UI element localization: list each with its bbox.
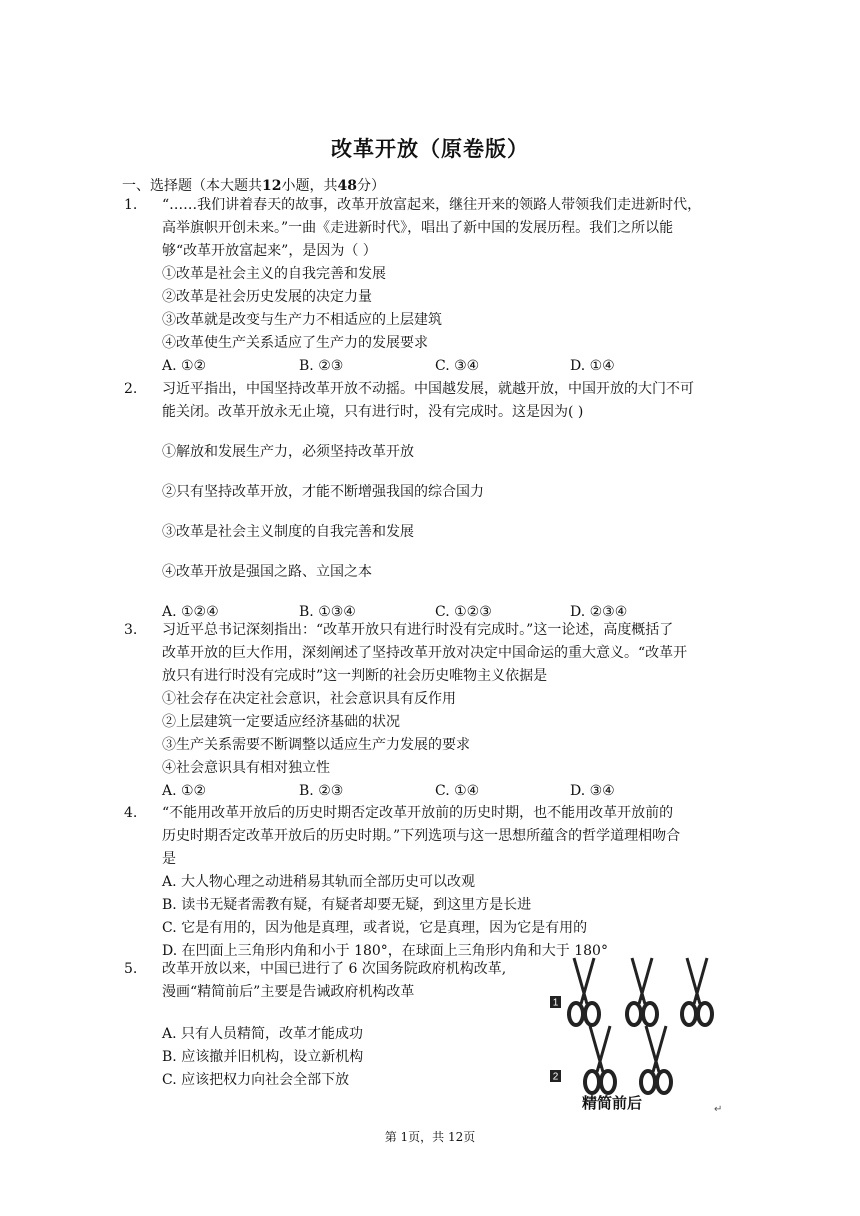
scissors-icon bbox=[641, 1026, 671, 1093]
option-d: D. ①④ bbox=[570, 358, 615, 374]
page-footer: 第 1页，共 12页 bbox=[384, 1130, 476, 1144]
question-number: 3. bbox=[124, 622, 138, 638]
question-number: 1. bbox=[124, 197, 138, 213]
question-stem: 习近平总书记深刻指出：“改革开放只有进行时没有完成时。”这一论述，高度概括了 bbox=[162, 622, 674, 638]
question-stem: “不能用改革开放后的历史时期否定改革开放前的历史时期，也不能用改革开放前的 bbox=[162, 805, 674, 821]
option-a: A. ①② bbox=[162, 783, 207, 799]
statement-item: ③生产关系需要不断调整以适应生产力发展的要求 bbox=[162, 737, 470, 753]
option-c: C. ③④ bbox=[435, 358, 480, 374]
question-4 bbox=[124, 802, 744, 963]
question-1 bbox=[124, 194, 744, 378]
question-stem: 改革开放以来，中国已进行了 6 次国务院政府机构改革, bbox=[162, 961, 507, 977]
option-b: B. 读书无疑者需教有疑，有疑者却要无疑，到这里方是长进 bbox=[162, 897, 532, 913]
statement-item: ②只有坚持改革开放，才能不断增强我国的综合国力 bbox=[162, 484, 484, 500]
option-a: A. ①② bbox=[162, 358, 207, 374]
question-stem: 历史时期否定改革开放后的历史时期。”下列选项与这一思想所蕴含的哲学道理相吻合 bbox=[162, 828, 681, 844]
section-score: 48 bbox=[337, 178, 357, 194]
statement-item: ②改革是社会历史发展的决定力量 bbox=[162, 289, 372, 305]
option-a: A. 大人物心理之动进稍易其轨而全部历史可以改观 bbox=[162, 874, 476, 890]
statement-item: ②上层建筑一定要适应经济基础的状况 bbox=[162, 714, 400, 730]
question-stem: 改革开放的巨大作用，深刻阐述了坚持改革开放对决定中国命运的重大意义。“改革开 bbox=[162, 645, 688, 661]
option-b: B. ②③ bbox=[299, 358, 344, 374]
statement-item: ③改革是社会主义制度的自我完善和发展 bbox=[162, 524, 414, 540]
option-b: B. 应该撤并旧机构，设立新机构 bbox=[162, 1049, 364, 1065]
scissors-icon bbox=[585, 1026, 615, 1093]
question-3 bbox=[124, 619, 744, 803]
section-prefix: 一、选择题（本大题共 bbox=[122, 178, 262, 194]
question-5 bbox=[124, 958, 524, 1092]
option-c: C. 它是有用的，因为他是真理，或者说，它是真理，因为它是有用的 bbox=[162, 920, 588, 936]
return-mark: ↵ bbox=[714, 1104, 723, 1115]
statement-item: ③改革就是改变与生产力不相适应的上层建筑 bbox=[162, 312, 442, 328]
statement-item: ①解放和发展生产力，必须坚持改革开放 bbox=[162, 444, 414, 460]
section-heading bbox=[122, 175, 385, 195]
question-stem: 习近平指出，中国坚持改革开放不动摇。中国越发展，就越开放，中国开放的大门不可 bbox=[162, 381, 694, 397]
scissors-icon bbox=[682, 958, 712, 1025]
cartoon-figure bbox=[544, 952, 744, 1117]
row-1-label: 1 bbox=[552, 997, 559, 1009]
question-stem: 是 bbox=[162, 851, 176, 867]
statement-item: ①社会存在决定社会意识，社会意识具有反作用 bbox=[162, 691, 456, 707]
option-c: C. ①④ bbox=[435, 783, 480, 799]
section-count: 12 bbox=[262, 178, 282, 194]
question-stem: 高举旗帜开创未来。”一曲《走进新时代》，唱出了新中国的发展历程。我们之所以能 bbox=[162, 220, 674, 236]
question-stem: 能关闭。改革开放永无止境，只有进行时，没有完成时。这是因为( ) bbox=[162, 404, 584, 420]
question-number: 4. bbox=[124, 805, 138, 821]
option-a: A. ①②④ bbox=[162, 604, 219, 620]
statement-item: ④改革开放是强国之路、立国之本 bbox=[162, 564, 372, 580]
statement-item: ④社会意识具有相对独立性 bbox=[162, 760, 330, 776]
cartoon-caption: 精简前后 bbox=[582, 1094, 643, 1112]
scissors-icon bbox=[627, 958, 657, 1025]
option-d: D. ②③④ bbox=[570, 604, 628, 620]
question-stem: 放只有进行时没有完成时”这一判断的社会历史唯物主义依据是 bbox=[162, 668, 548, 684]
question-stem: “……我们讲着春天的故事，改革开放富起来，继往开来的领路人带领我们走进新时代， bbox=[162, 197, 702, 213]
option-c: C. ①②③ bbox=[435, 604, 492, 620]
scissors-icon bbox=[569, 958, 599, 1025]
statement-item: ①改革是社会主义的自我完善和发展 bbox=[162, 266, 386, 282]
question-number: 2. bbox=[124, 381, 138, 397]
row-2-label: 2 bbox=[552, 1071, 559, 1083]
section-suffix: 分） bbox=[356, 178, 385, 194]
question-stem: 漫画“精简前后”主要是告诫政府机构改革 bbox=[162, 984, 415, 1000]
statement-item: ④改革使生产关系适应了生产力的发展要求 bbox=[162, 335, 428, 351]
option-b: B. ②③ bbox=[299, 783, 344, 799]
option-c: C. 应该把权力向社会全部下放 bbox=[162, 1072, 350, 1088]
section-mid: 小题，共 bbox=[281, 178, 338, 194]
answer-options bbox=[162, 355, 744, 378]
answer-options bbox=[162, 780, 744, 803]
question-stem: 够“改革开放富起来”，是因为（ ） bbox=[162, 243, 377, 259]
question-number: 5. bbox=[124, 961, 138, 977]
option-b: B. ①③④ bbox=[299, 604, 356, 620]
option-d: D. ③④ bbox=[570, 783, 615, 799]
option-a: A. 只有人员精简，改革才能成功 bbox=[162, 1026, 364, 1042]
page-title: 改革开放（原卷版） bbox=[331, 137, 529, 161]
question-2 bbox=[124, 378, 744, 624]
option-d: D. 在凹面上三角形内角和小于 180°，在球面上三角形内角和大于 180° bbox=[162, 943, 608, 959]
